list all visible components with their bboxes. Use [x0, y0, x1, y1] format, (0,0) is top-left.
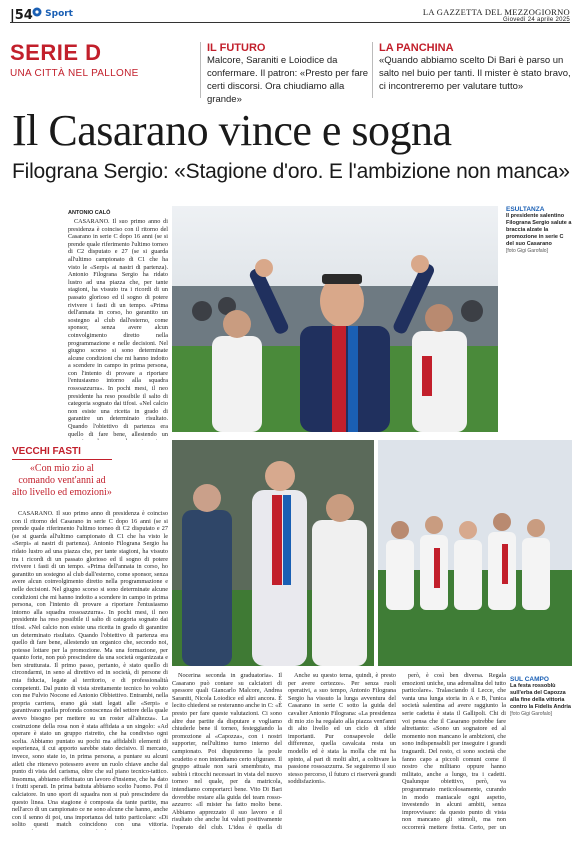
masthead [423, 7, 570, 23]
photo-esultanza [172, 206, 498, 432]
article-column-1 [68, 218, 168, 440]
newspaper-name: LA GAZZETTA DEL MEZZOGIORNO [422, 7, 570, 17]
box-panchina [379, 42, 571, 93]
headline: Il Casarano vince e sogna [12, 106, 452, 155]
header-rule [10, 22, 570, 23]
subheadline: Filograna Sergio: «Stagione d'oro. E l'ambizione non manca» [12, 160, 570, 183]
article-text: CASARANO. Il suo primo anno di presidenza è coinciso con il ritorno del Casarano in serie C dopo 16 anni (se si prende quale riferimento l'ultimo torneo di C2 disputato e 27 (se si guarda all'ultimo campionato di C1 che ha visto le «Serpi» ai nastri di partenza). Antonio Filograna Sergio ha ridato lustro ad una piazza che, per tante stagioni, ha vissuto tra i ricordi di un passato glorioso ed il sogno di potere rivivere i fasti di un tempo. «Prima dell'annata in corso, ho garantito un sostegno al club dall'esterno, come sponsor, senza avere alcun coinvolgimento diretto nella programmazione e nelle decisioni. Nel giugno scorso si sono determinate alcune condizioni che mi hanno indotto a scendere in campo in prima persona, con l'intento di provare a riportare l'entusiasmo intorno alla squadra rossoazzurra». In pochi mesi, il neo presidente ha reso possibile il salto di categoria sognato dai tifosi. «Nel calcio non esiste una ricetta in grado di garantire un determinato risultato. Quando l'obiettivo di partenza era quello di fare bene, allestendo un [68, 218, 168, 438]
issue-date: Giovedì 24 aprile 2025 [503, 17, 570, 23]
caption-esultanza [506, 206, 572, 254]
article-text: però, è così ben diversa. Regala emozioni uniche, una adrenalina del tutto particolare». Tralasciando il Lecce, che vanta una lunga storia in A e B, l'unica società salentina ad avere raggiunto la serie cadetta è stata il Gallipoli. Chi di voi pensa che il Casarano potrebbe fare altrettanto: «Sono un sognatore ed al momento non mancano le ambizioni, che sono indispensabili per inseguire i grandi traguardi. Del resto, ci sono società che fanno capo a piccoli comuni come il nostro che militano oppure hanno militato, anche a lungo, tra i cadetti. Qualunque obiettivo, però, va programmato meticolosamente, curando in modo maniacale ogni aspetto, investendo in alcuni ambiti, senza improvvisare: da questo punto di vista non mancano gli stimoli, ma non occorrerà mettere fretta. Certo, per un [402, 672, 506, 830]
caption-text: La festa rossoblù sull'erba del Capozza alla fine della vittoria contro la Fidelis Andria [510, 683, 571, 710]
byline: ANTONIO CALÒ [68, 210, 111, 216]
photo-presidente [172, 440, 374, 666]
sidebar-rule [12, 459, 112, 460]
ball-icon [32, 7, 42, 17]
box-futuro-heading: IL FUTURO [207, 42, 266, 54]
sidebar-vecchi-fasti [12, 446, 112, 499]
sidebar-quote: «Con mio zio al comando vent'anni ad alto livello ed emozioni» [12, 463, 112, 498]
box-panchina-text: «Quando abbiamo scelto Di Bari è parso un salto nel buio per tanti. Il mister è stato bravo, ci incontreremo per valutare tutto» [379, 55, 571, 92]
section-subtitle: UNA CITTÀ NEL PALLONE [10, 68, 139, 79]
caption-heading: SUL CAMPO [510, 676, 549, 683]
photo-squadra [378, 440, 572, 666]
caption-heading: ESULTANZA [506, 206, 545, 213]
article-column-2 [172, 672, 282, 830]
article-column-3 [288, 672, 396, 830]
page-number: |54 [10, 8, 33, 23]
divider [200, 42, 201, 98]
caption-text: Il presidente salentino Filograna Sergio salute a braccia alzate la promozione in serie C del suo Casarano [506, 213, 572, 247]
photo-credit: [foto Gigi Garofalo] [510, 711, 552, 717]
article-text: CASARANO. Il suo primo anno di presidenza è coinciso con il ritorno del Casarano in serie C dopo 16 anni (se si prende quale riferimento l'ultimo torneo di C2 disputato e 27 (se si guarda all'ultimo campionato di C1 che ha visto le «Serpi» ai nastri di partenza). Antonio Filograna Sergio ha ridato lustro ad una piazza che, per tante stagioni, ha vissuto tra i ricordi di un passato glorioso ed il sogno di potere rivivere i fasti di un tempo. «Prima dell'annata in corso, ho garantito un sostegno al club dall'esterno, come sponsor, senza avere alcun coinvolgimento diretto nella programmazione e nelle decisioni. Nel giugno scorso si sono determinate alcune condizioni che mi hanno indotto a scendere in campo in prima persona, con l'intento di provare a riportare l'entusiasmo intorno alla squadra rossoazzurra». In pochi mesi, il neo presidente ha reso possibile il salto di categoria sognato dai tifosi. «Nel calcio non esiste una ricetta in grado di garantire un determinato risultato. Quando l'obiettivo di partenza era quello di fare bene, allestendo un organico che, secondo noi, potesse lottare per la promozione. Ma una formazione, per quanto forte, non può prescindere da una società organizzata e ben strutturata. Il primo passo, pertanto, è stato quello di circondarmi, in seno al direttivo ed in società, di persone di mia fiducia, legate al territorio, e di professionalità competenti. Dal punto di vista strettamente tecnico ho voluto con me Fulvio Nocone ed Antonio Obbiettivo. Entrambi, nella propria carriera, erano già stati legati alle «Serpi» e garantivano quella profonda conoscenza del settore della quale avevo bisogno per mettere su un roster all'altezza». La costruzione della rosa non è stata affidata a un singolo: «Ad operare è stato un gruppo ristretto, che ha condiviso ogni scelta. Abbiamo puntato su pochi ma affidabili elementi di esperienza, il cui apporto sarebbe stato decisivo. Il mercato, invece, sono state io, in prima persona, a puntare su alcuni atleti che ritenevo potessero avere un ruolo chiave anche dal punto di vista del carisma, oltre che sul piano tecnico-tattico. Insomma, abbiamo effettuato un lavoro d'insieme, che ha dato i frutti sperati. In prima battuta abbiamo scelto l'uomo. Poi il calciatore. In uno sport di squadra non si può prescindere da questo linea. Una stagione è composta da tante partite, ma nell'arco di un campionato ce ne sono alcune che hanno, anche con il senno di poi, una importanza del tutto particolare: «Di solito questi match coincidono con una vittoria. [12, 510, 168, 829]
sidebar-heading: VECCHI FASTI [12, 446, 81, 457]
divider [372, 42, 373, 98]
box-panchina-heading: LA PANCHINA [379, 42, 454, 54]
box-futuro [207, 42, 369, 106]
box-futuro-text: Malcore, Saraniti e Loiodice da confermare. Il patron: «Presto per fare certi discorsi. Ora chiudiamo alla grande» [207, 55, 369, 105]
article-text: Anche su questo tema, quindi, è presto per avere certezze». Per senza ruoli operativi, a suo tempo, Antonio Filograna Sergio ha vissuto la lunga avventura del Casarano in serie C sotto la guida del cavalier Antonio Filograna: «La presidenza di mio zio ha regalato alla piazza vent'anni di alto livello ed un ciclo di sfide importanti. Pur consapevole delle differenze, quella cavalcata resta un modello ed è stata la molla che mi ha spinto, al pari di molti altri, a coltivare la passione rossoazzurra. Se seguiremo il suo stesso percorso, il futuro ci riserverà grandi soddisfazioni». [288, 672, 396, 786]
section-title: SERIE D [10, 40, 102, 65]
caption-sul-campo [510, 676, 572, 717]
section-brand-logo: Sport [32, 7, 73, 19]
article-text: Nocerina seconda in graduatoria». Il Casarano può contare su calciatori di spessore quali Giancarlo Malcore, Andrea Saraniti, Nicola Loiodice ed altri ancora. È lecito chiedersi se resteranno anche in C: «È presto per fare queste valutazioni. Ci sono altre due partite da disputare e vogliamo chiuderle bene il torneo, festeggiando la promozione al «Capozza», con i nostri supporter, nell'ultimo turno interno del campionato. Poi disputeremo la poule scudetto e non intendiamo certo sfigurare. Il gruppo attuale non sarà smembrato, ma subirà i ritocchi necessari in vista del nuovo torneo nel quale, per da matricola, intendiamo comportarci bene. Vito Di Bari dovrebbe restare alla guida del team rosso-azzurro: «Il mister ha fatto molto bene. Abbiamo apprezzato il suo lavoro e il risultato che anche lui valuti positivamente l'operato del club. L'idea è quella di [172, 672, 282, 830]
article-column-4 [402, 672, 506, 830]
article-column-1-continued [12, 510, 168, 830]
photo-credit: [foto Gigi Garofalo] [506, 248, 548, 254]
